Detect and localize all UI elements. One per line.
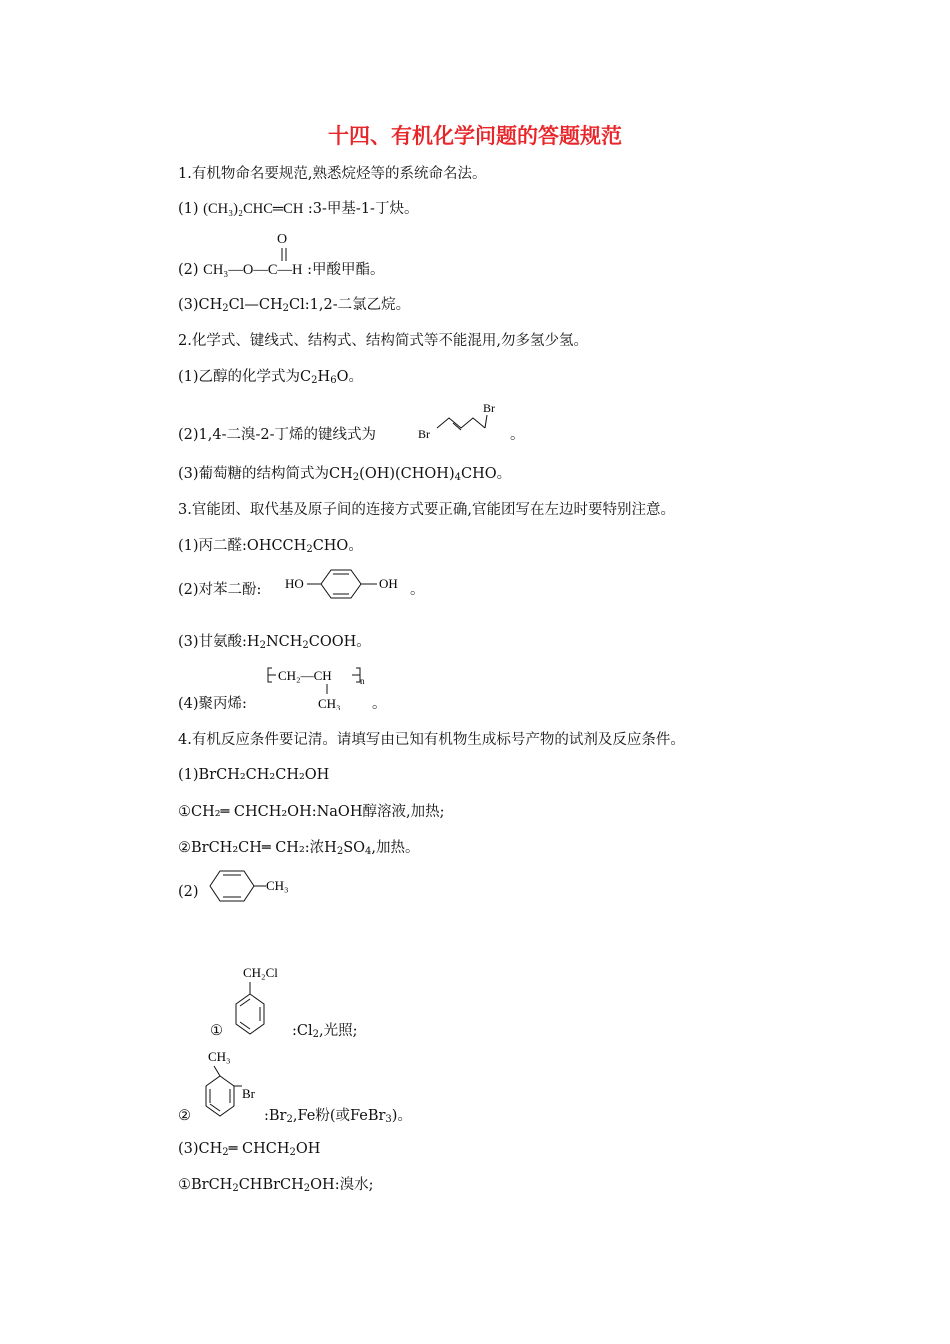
carbonyl-double-bond [278,248,290,262]
s4-part3-r1 [178,1175,373,1195]
subscript: 2 [352,472,360,483]
item-text: 乙醇的化学式为C [198,369,312,385]
s4-part1-reactant [178,765,329,785]
s4-part1-r1: ①CH₂═ CHCH₂OH:NaOH醇溶液,加热; [178,804,445,820]
s1-item3 [178,295,410,315]
item-end: 。 [372,696,387,712]
carbonyl-oxygen: O [277,232,288,247]
hydroquinone-structure [285,566,410,602]
s2-item3 [178,464,511,484]
subscript: 2 [286,1114,293,1125]
section3-heading: 3.官能团、取代基及原子间的连接方式要正确,官能团写在左边时要特别注意。 [178,502,675,518]
s3-item1 [178,536,363,556]
s4-part2-num: (2) [178,884,199,900]
subscript: 3 [385,1114,392,1125]
item-number: (2) [178,582,199,598]
item-text: SO [343,840,366,856]
reactant: BrCH₂CH₂CH₂OH [198,767,330,783]
subscript: 2 [306,544,313,555]
repeat-n: n [360,676,365,686]
item-text: ②BrCH₂CH═ CH₂:浓H [178,840,337,856]
section4-heading: 4.有机反应条件要记清。请填写由已知有机物生成标号产物的试剂及反应条件。 [178,732,685,748]
item-text: :1,2-二氯乙烷。 [304,297,411,313]
item-end: 。 [410,582,425,598]
benzyl-chloride-structure [226,960,296,1042]
item-text: ,加热。 [371,840,420,856]
bromotoluene-structure [196,1046,272,1124]
s3-item4 [178,694,247,714]
subscript: 4 [454,472,461,483]
item-text: (OH)(CHOH) [359,466,455,482]
s2-item2 [178,425,376,445]
s3-item3 [178,632,371,652]
page-title: 十四、有机化学问题的答题规范 [328,124,622,148]
s1-item1 [178,199,418,219]
item-number: (3) [178,634,199,650]
reactant: CH [198,1141,223,1157]
s4-part2-r1 [292,1021,358,1041]
methyl-label: CH₃ [318,696,341,710]
subscript: 2 [222,303,229,314]
subscript: 6 [330,375,337,386]
dibromobutene-skeletal [415,398,505,444]
bromine-label: Br [418,427,430,441]
subscript: 2 [282,303,290,314]
section1-heading: 1.有机物命名要规范,熟悉烷烃等的系统命名法。 [178,166,487,182]
reactant: OH [295,1141,321,1157]
item-text: 丙二醛:OHCCH [198,538,307,554]
bromine-label: Br [242,1086,255,1101]
toluene-structure [204,866,304,906]
item-number: (2) [178,427,199,443]
item-number: (4) [178,696,199,712]
reaction-mark: ① [210,1023,223,1039]
item-text: CHO。 [312,538,363,554]
item-text: 1,4-二溴-2-丁烯的键线式为 [198,427,377,443]
item-text: CHBrCH [238,1177,304,1193]
subscript: 2 [311,375,318,386]
s4-part1-r2 [178,838,420,858]
item-number: (3) [178,466,199,482]
item-text: 聚丙烯: [198,696,247,712]
item-text: 葡萄糖的结构简式为CH [198,466,353,482]
item-number: (3) [178,297,199,313]
methyl-label: CH₃ [266,878,289,893]
chain-label: CH₂—CH [278,668,332,683]
item-text: COOH。 [308,634,371,650]
item-number: (1) [178,767,199,783]
subscript: 2 [312,1029,319,1040]
item-text: :Br [264,1108,287,1124]
item-text: ①BrCH [178,1177,233,1193]
item-end: 。 [510,427,525,443]
item-number: (3) [178,1141,199,1157]
formula-part: CH [198,297,223,313]
s1-item2 [178,260,384,280]
hydroxyl-label: OH [379,576,398,591]
item-text: 对苯二酚: [198,582,262,598]
item-text: H [317,369,331,385]
bromine-label: Br [483,401,495,415]
subscript: 2 [303,1183,311,1194]
hydroxyl-label: HO [285,576,304,591]
s2-item1 [178,367,363,387]
s3-item2 [178,580,261,600]
item-text: :甲酸甲酯。 [307,262,385,278]
item-text: ,光照; [319,1023,358,1039]
item-text: )。 [391,1108,412,1124]
subscript: 2 [259,640,266,651]
section2-heading: 2.化学式、键线式、结构式、结构简式等不能混用,勿多氢少氢。 [178,333,588,349]
s4-part3-reactant [178,1139,320,1159]
methyl-label: CH₃ [208,1049,231,1064]
s4-part2-r2 [264,1106,412,1126]
chloromethyl-label: CH₂Cl [243,965,278,980]
item-text: OH:溴水; [310,1177,374,1193]
struct-methyl-formate: CH₃—O—C—H [203,262,303,278]
subscript: 2 [302,640,309,651]
item-text: :3-甲基-1-丁炔。 [307,201,419,217]
formula-part: Cl [289,297,305,313]
subscript: 2 [222,1147,229,1158]
subscript: 2 [289,1147,296,1158]
polypropylene-structure [266,662,370,710]
item-text: O。 [336,369,363,385]
subscript: 2 [336,846,344,857]
subscript: 4 [365,846,372,857]
item-number: (1) [178,201,199,217]
item-text: NCH [265,634,303,650]
formula-part: Cl—CH [228,297,283,313]
item-text: 甘氨酸:H [198,634,260,650]
reaction-mark: ② [178,1108,191,1124]
item-number: (1) [178,538,199,554]
subscript: 2 [232,1183,239,1194]
item-text: CHO。 [460,466,512,482]
item-text: ,Fe粉(或FeBr [292,1108,386,1124]
item-number: (1) [178,369,199,385]
item-text: :Cl [292,1023,313,1039]
reactant: ═ CHCH [228,1141,290,1157]
formula-methylbutyne: (CH₃)₂CHC═CH [203,201,304,217]
item-number: (2) [178,262,199,278]
